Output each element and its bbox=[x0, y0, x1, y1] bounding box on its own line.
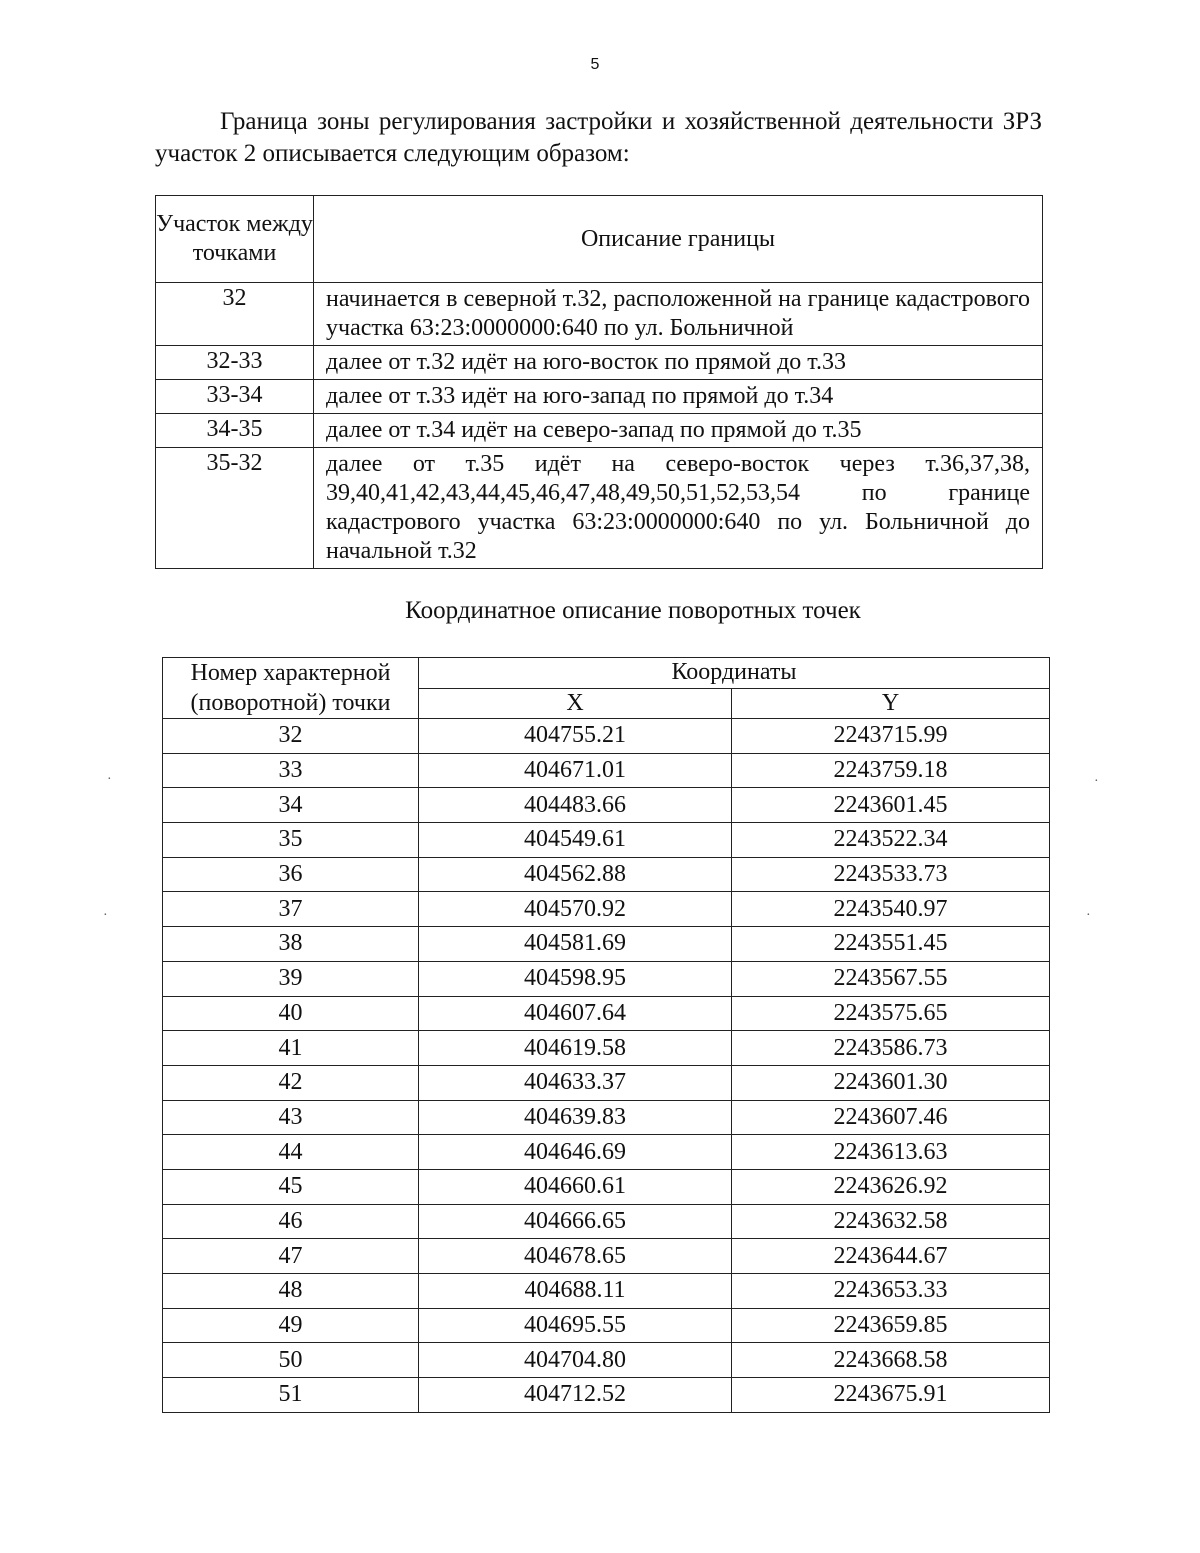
y-coordinate-cell: 2243551.45 bbox=[732, 927, 1050, 962]
point-number-cell: 48 bbox=[163, 1274, 419, 1309]
coordinates-title: Координатное описание поворотных точек bbox=[405, 597, 861, 624]
y-coordinate-cell: 2243668.58 bbox=[732, 1343, 1050, 1378]
point-number-cell: 32 bbox=[163, 719, 419, 754]
point-number-cell: 49 bbox=[163, 1308, 419, 1343]
table-row bbox=[163, 1343, 1050, 1378]
segment-cell: 33-34 bbox=[156, 380, 314, 414]
y-coordinate-cell: 2243540.97 bbox=[732, 892, 1050, 927]
point-number-cell: 43 bbox=[163, 1100, 419, 1135]
table-row bbox=[156, 414, 1043, 448]
table-row bbox=[163, 753, 1050, 788]
point-number-cell: 45 bbox=[163, 1169, 419, 1204]
x-coordinate-cell: 404549.61 bbox=[419, 823, 732, 858]
coordinates-column-header: Координаты bbox=[419, 658, 1050, 689]
x-coordinate-cell: 404646.69 bbox=[419, 1135, 732, 1170]
x-coordinate-cell: 404581.69 bbox=[419, 927, 732, 962]
y-coordinate-cell: 2243644.67 bbox=[732, 1239, 1050, 1274]
table-row bbox=[156, 380, 1043, 414]
table-row bbox=[163, 1239, 1050, 1274]
scan-speck: · bbox=[103, 908, 108, 923]
description-column-header: Описание границы bbox=[314, 196, 1043, 283]
x-coordinate-cell: 404660.61 bbox=[419, 1169, 732, 1204]
y-coordinate-cell: 2243659.85 bbox=[732, 1308, 1050, 1343]
table-row bbox=[163, 1031, 1050, 1066]
table-row bbox=[163, 823, 1050, 858]
point-number-cell: 34 bbox=[163, 788, 419, 823]
table-row bbox=[163, 857, 1050, 892]
point-number-cell: 40 bbox=[163, 996, 419, 1031]
scan-speck: · bbox=[107, 772, 112, 787]
table-row bbox=[163, 1169, 1050, 1204]
x-coordinate-cell: 404755.21 bbox=[419, 719, 732, 754]
y-column-header: Y bbox=[732, 688, 1050, 719]
segment-cell: 34-35 bbox=[156, 414, 314, 448]
x-coordinate-cell: 404639.83 bbox=[419, 1100, 732, 1135]
segment-cell: 32-33 bbox=[156, 346, 314, 380]
boundary-description-table bbox=[155, 195, 1043, 569]
y-coordinate-cell: 2243632.58 bbox=[732, 1204, 1050, 1239]
point-number-cell: 47 bbox=[163, 1239, 419, 1274]
y-coordinate-cell: 2243759.18 bbox=[732, 753, 1050, 788]
x-coordinate-cell: 404619.58 bbox=[419, 1031, 732, 1066]
table-row bbox=[163, 1065, 1050, 1100]
scan-speck: · bbox=[1094, 774, 1099, 789]
x-coordinate-cell: 404562.88 bbox=[419, 857, 732, 892]
segment-column-header: Участок между точками bbox=[156, 196, 314, 283]
y-coordinate-cell: 2243601.30 bbox=[732, 1065, 1050, 1100]
table-row bbox=[163, 1274, 1050, 1309]
description-cell: далее от т.33 идёт на юго-запад по прямой до т.34 bbox=[314, 380, 1043, 414]
segment-cell: 32 bbox=[156, 283, 314, 346]
x-coordinate-cell: 404695.55 bbox=[419, 1308, 732, 1343]
y-coordinate-cell: 2243653.33 bbox=[732, 1274, 1050, 1309]
x-coordinate-cell: 404688.11 bbox=[419, 1274, 732, 1309]
table-row bbox=[163, 996, 1050, 1031]
point-number-cell: 37 bbox=[163, 892, 419, 927]
table-row bbox=[163, 1135, 1050, 1170]
table-row bbox=[156, 448, 1043, 569]
x-coordinate-cell: 404633.37 bbox=[419, 1065, 732, 1100]
y-coordinate-cell: 2243607.46 bbox=[732, 1100, 1050, 1135]
y-coordinate-cell: 2243626.92 bbox=[732, 1169, 1050, 1204]
table-row bbox=[156, 283, 1043, 346]
boundary-table-header-row bbox=[156, 196, 1043, 283]
point-number-column-header: Номер характерной (поворотной) точки bbox=[163, 658, 419, 719]
x-coordinate-cell: 404570.92 bbox=[419, 892, 732, 927]
y-coordinate-cell: 2243575.65 bbox=[732, 996, 1050, 1031]
description-cell: далее от т.32 идёт на юго-восток по прямой до т.33 bbox=[314, 346, 1043, 380]
table-row bbox=[163, 1308, 1050, 1343]
x-coordinate-cell: 404607.64 bbox=[419, 996, 732, 1031]
y-coordinate-cell: 2243715.99 bbox=[732, 719, 1050, 754]
y-coordinate-cell: 2243522.34 bbox=[732, 823, 1050, 858]
point-number-cell: 36 bbox=[163, 857, 419, 892]
coord-table-body bbox=[163, 719, 1050, 1413]
point-number-cell: 38 bbox=[163, 927, 419, 962]
table-row bbox=[163, 719, 1050, 754]
table-row bbox=[163, 1100, 1050, 1135]
x-coordinate-cell: 404483.66 bbox=[419, 788, 732, 823]
table-row bbox=[163, 1378, 1050, 1413]
scan-speck: · bbox=[1086, 908, 1091, 923]
point-number-cell: 44 bbox=[163, 1135, 419, 1170]
x-column-header: X bbox=[419, 688, 732, 719]
point-number-cell: 35 bbox=[163, 823, 419, 858]
table-row bbox=[156, 346, 1043, 380]
point-number-cell: 46 bbox=[163, 1204, 419, 1239]
y-coordinate-cell: 2243613.63 bbox=[732, 1135, 1050, 1170]
point-number-cell: 50 bbox=[163, 1343, 419, 1378]
page-number: 5 bbox=[590, 56, 600, 73]
table-row bbox=[163, 927, 1050, 962]
coordinates-table bbox=[162, 657, 1050, 1413]
description-cell: начинается в северной т.32, расположенной на границе кадастрового участка 63:23:0000000:640 по ул. Больничной bbox=[314, 283, 1043, 346]
table-row bbox=[163, 961, 1050, 996]
point-number-cell: 42 bbox=[163, 1065, 419, 1100]
description-cell: далее от т.34 идёт на северо-запад по прямой до т.35 bbox=[314, 414, 1043, 448]
description-cell: далее от т.35 идёт на северо-восток через т.36,37,38, 39,40,41,42,43,44,45,46,47,48,49,50,51,52,53,54 по границе кадастрового участка 63:23:0000000:640 по ул. Больничной до начальной т.32 bbox=[314, 448, 1043, 569]
y-coordinate-cell: 2243601.45 bbox=[732, 788, 1050, 823]
point-number-cell: 41 bbox=[163, 1031, 419, 1066]
segment-cell: 35-32 bbox=[156, 448, 314, 569]
x-coordinate-cell: 404598.95 bbox=[419, 961, 732, 996]
y-coordinate-cell: 2243567.55 bbox=[732, 961, 1050, 996]
table-row bbox=[163, 1204, 1050, 1239]
boundary-table-body bbox=[156, 283, 1043, 569]
intro-paragraph: Граница зоны регулирования застройки и хозяйственной деятельности ЗРЗ участок 2 описывается следующим образом: bbox=[155, 108, 1042, 167]
x-coordinate-cell: 404678.65 bbox=[419, 1239, 732, 1274]
point-number-cell: 39 bbox=[163, 961, 419, 996]
x-coordinate-cell: 404666.65 bbox=[419, 1204, 732, 1239]
x-coordinate-cell: 404671.01 bbox=[419, 753, 732, 788]
y-coordinate-cell: 2243533.73 bbox=[732, 857, 1050, 892]
point-number-cell: 51 bbox=[163, 1378, 419, 1413]
coord-table-header-row bbox=[163, 658, 1050, 689]
table-row bbox=[163, 788, 1050, 823]
y-coordinate-cell: 2243675.91 bbox=[732, 1378, 1050, 1413]
x-coordinate-cell: 404704.80 bbox=[419, 1343, 732, 1378]
x-coordinate-cell: 404712.52 bbox=[419, 1378, 732, 1413]
point-number-cell: 33 bbox=[163, 753, 419, 788]
y-coordinate-cell: 2243586.73 bbox=[732, 1031, 1050, 1066]
table-row bbox=[163, 892, 1050, 927]
